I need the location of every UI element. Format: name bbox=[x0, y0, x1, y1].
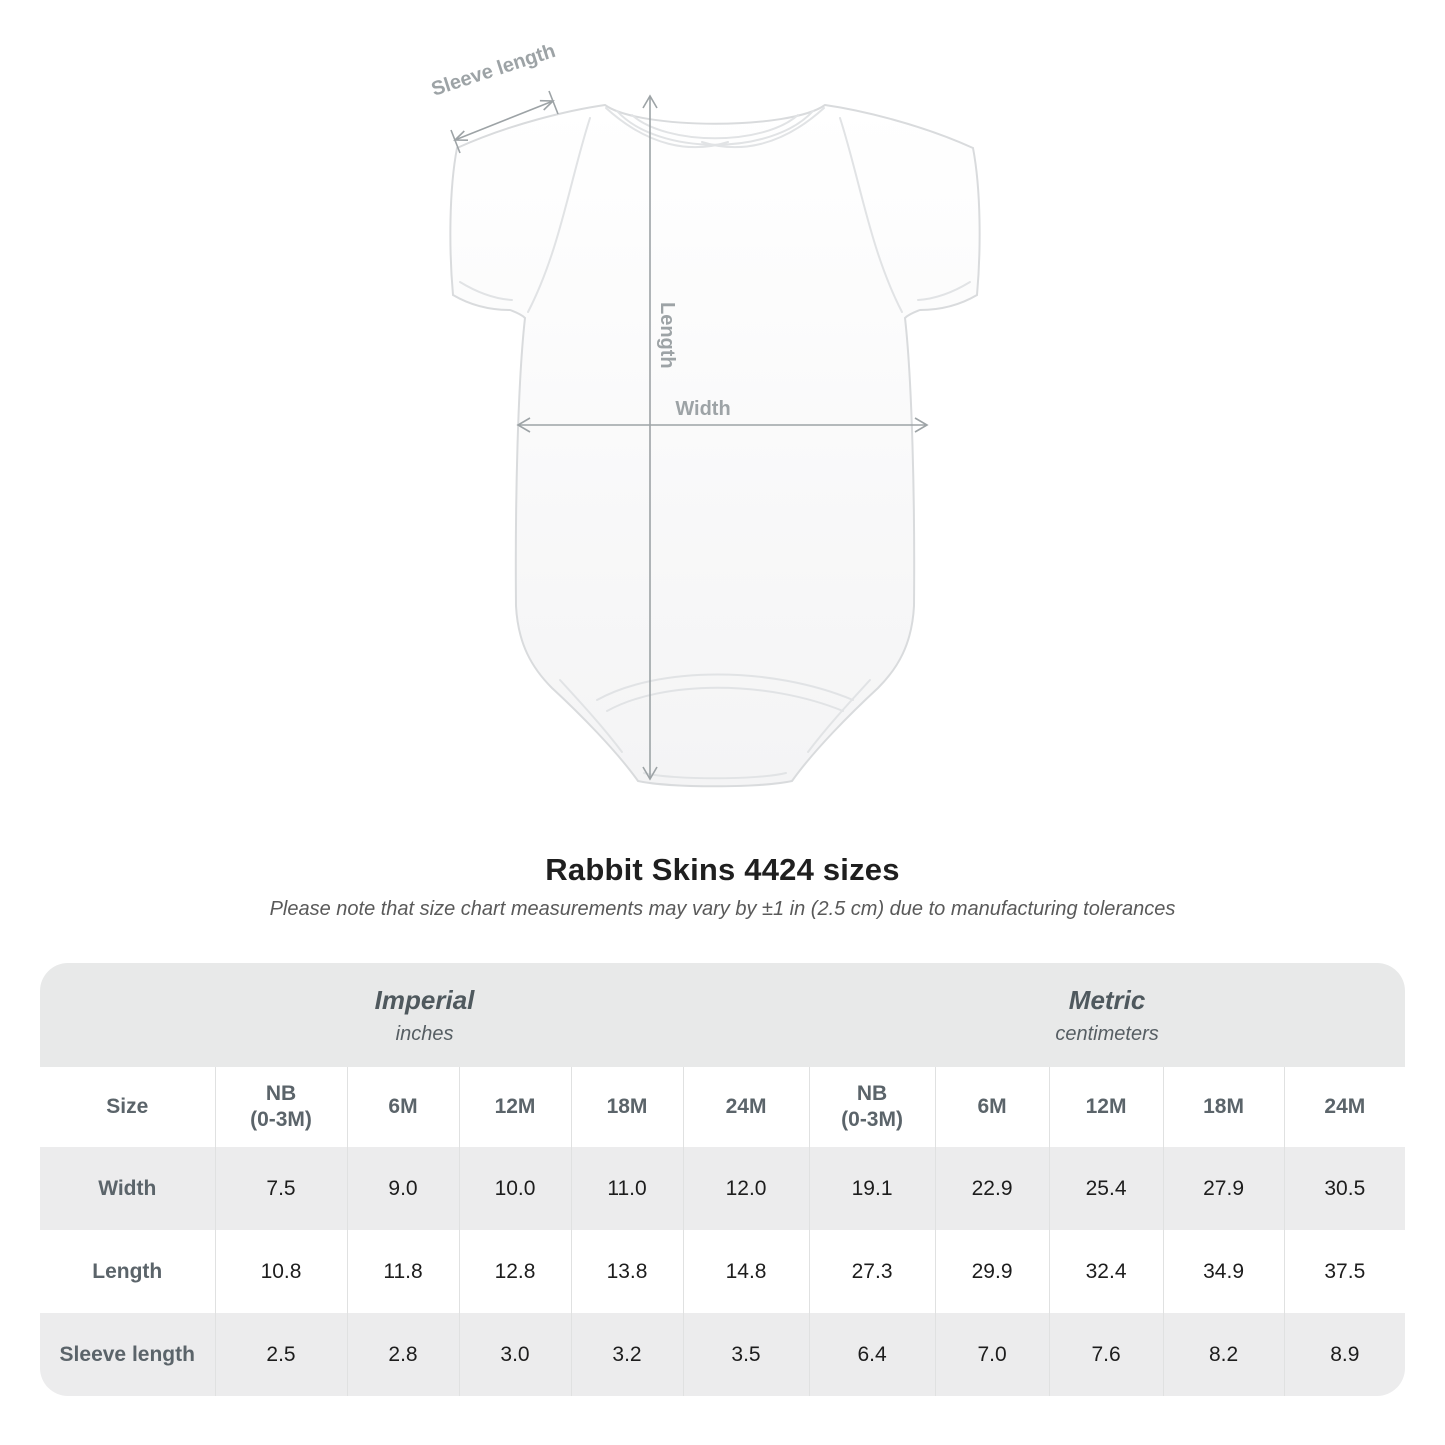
bodysuit-illustration bbox=[450, 105, 979, 786]
value-cell: 7.0 bbox=[935, 1313, 1049, 1396]
value-cell: 25.4 bbox=[1049, 1147, 1163, 1230]
col-header-12m-imperial: 12M bbox=[459, 1067, 571, 1147]
value-cell: 27.9 bbox=[1163, 1147, 1284, 1230]
value-cell: 37.5 bbox=[1284, 1230, 1405, 1313]
size-header-row bbox=[40, 1067, 1405, 1147]
value-cell: 30.5 bbox=[1284, 1147, 1405, 1230]
col-header-6m-imperial: 6M bbox=[347, 1067, 459, 1147]
sleeve-tick-left bbox=[451, 130, 460, 153]
value-cell: 12.0 bbox=[683, 1147, 809, 1230]
value-cell: 9.0 bbox=[347, 1147, 459, 1230]
value-cell: 19.1 bbox=[809, 1147, 935, 1230]
value-cell: 3.0 bbox=[459, 1313, 571, 1396]
value-cell: 22.9 bbox=[935, 1147, 1049, 1230]
value-cell: 14.8 bbox=[683, 1230, 809, 1313]
row-label-sleeve-length: Sleeve length bbox=[40, 1313, 215, 1396]
value-cell: 7.6 bbox=[1049, 1313, 1163, 1396]
width-row bbox=[40, 1147, 1405, 1230]
value-cell: 7.5 bbox=[215, 1147, 347, 1230]
value-cell: 2.8 bbox=[347, 1313, 459, 1396]
length-row bbox=[40, 1230, 1405, 1313]
col-header-18m-imperial: 18M bbox=[571, 1067, 683, 1147]
col-header-24m-imperial: 24M bbox=[683, 1067, 809, 1147]
value-cell: 11.0 bbox=[571, 1147, 683, 1230]
imperial-group-header bbox=[40, 963, 809, 1067]
metric-label: Metric bbox=[1068, 984, 1146, 1015]
value-cell: 10.8 bbox=[215, 1230, 347, 1313]
bodysuit-size-diagram bbox=[420, 39, 1010, 805]
value-cell: 13.8 bbox=[571, 1230, 683, 1313]
imperial-unit: inches bbox=[395, 1022, 454, 1045]
value-cell: 3.2 bbox=[571, 1313, 683, 1396]
value-cell: 2.5 bbox=[215, 1313, 347, 1396]
sleeve-length-label: Sleeve length bbox=[428, 39, 559, 101]
value-cell: 8.2 bbox=[1163, 1313, 1284, 1396]
value-cell: 8.9 bbox=[1284, 1313, 1405, 1396]
col-header-18m-metric: 18M bbox=[1163, 1067, 1284, 1147]
col-header-24m-metric: 24M bbox=[1284, 1067, 1405, 1147]
width-label: Width bbox=[675, 398, 731, 420]
value-cell: 10.0 bbox=[459, 1147, 571, 1230]
value-cell: 32.4 bbox=[1049, 1230, 1163, 1313]
page-title: Rabbit Skins 4424 sizes bbox=[545, 852, 900, 887]
imperial-label: Imperial bbox=[374, 984, 475, 1015]
value-cell: 34.9 bbox=[1163, 1230, 1284, 1313]
size-chart-table bbox=[40, 963, 1405, 1396]
unit-group-row bbox=[40, 963, 1405, 1067]
bodysuit-outline bbox=[450, 105, 979, 786]
value-cell: 6.4 bbox=[809, 1313, 935, 1396]
tolerance-note: Please note that size chart measurements may vary by ±1 in (2.5 cm) due to manufacturing tolerances bbox=[269, 898, 1176, 920]
value-cell: 3.5 bbox=[683, 1313, 809, 1396]
col-header-6m-metric: 6M bbox=[935, 1067, 1049, 1147]
col-header-nb-imperial: NB (0-3M) bbox=[215, 1067, 347, 1147]
row-label-length: Length bbox=[40, 1230, 215, 1313]
value-cell: 29.9 bbox=[935, 1230, 1049, 1313]
row-label-width: Width bbox=[40, 1147, 215, 1230]
value-cell: 12.8 bbox=[459, 1230, 571, 1313]
value-cell: 11.8 bbox=[347, 1230, 459, 1313]
metric-unit: centimeters bbox=[1055, 1022, 1159, 1045]
length-label: Length bbox=[656, 302, 678, 369]
metric-group-header bbox=[809, 963, 1405, 1067]
value-cell: 27.3 bbox=[809, 1230, 935, 1313]
col-header-nb-metric: NB (0-3M) bbox=[809, 1067, 935, 1147]
size-corner-cell: Size bbox=[40, 1067, 215, 1147]
col-header-12m-metric: 12M bbox=[1049, 1067, 1163, 1147]
sleeve-length-row bbox=[40, 1313, 1405, 1396]
